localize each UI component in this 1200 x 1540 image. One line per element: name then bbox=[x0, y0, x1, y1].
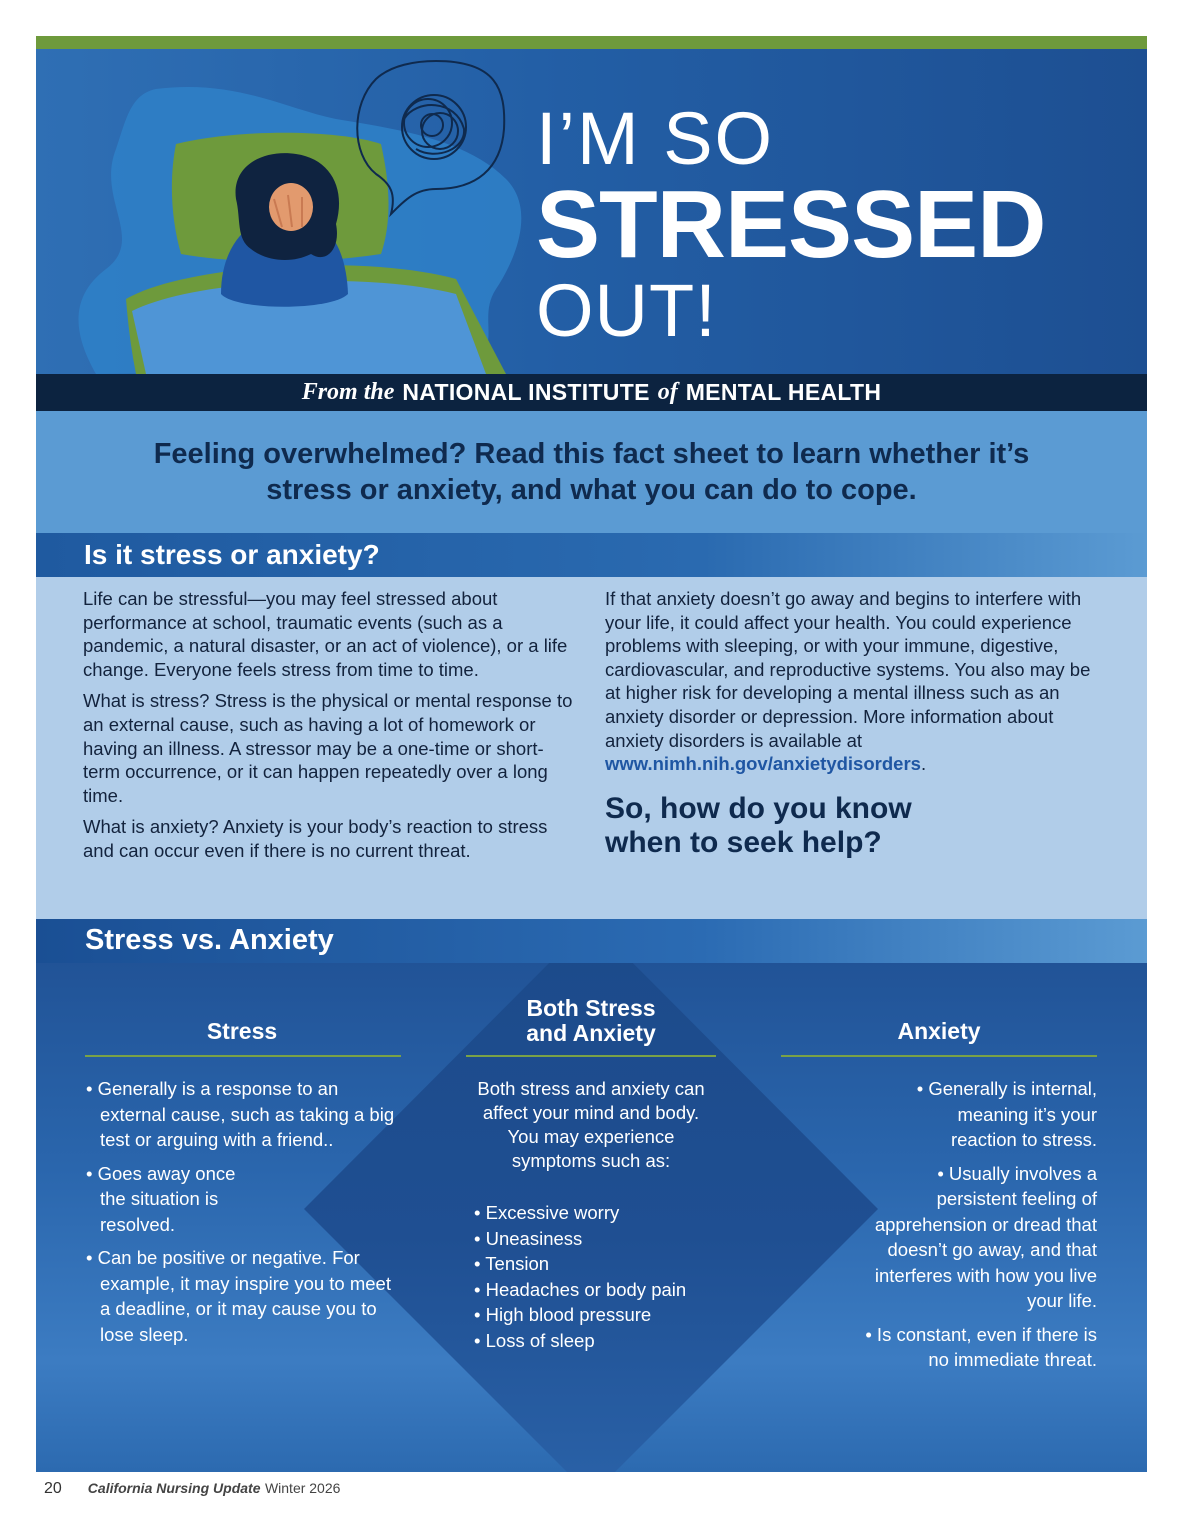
list-item: • Usually involves a persistent feeling of apprehension or dread that doesn’t go away, and that interferes with how you live your life. bbox=[874, 1162, 1097, 1311]
list-item: • Generally is a response to an external cause, such as taking a big test or arguing with a friend.. bbox=[86, 1078, 395, 1150]
source-part-1: NATIONAL INSTITUTE bbox=[402, 379, 650, 405]
list-item: • Headaches or body pain bbox=[474, 1278, 687, 1300]
source-bar bbox=[36, 374, 1147, 411]
list-item: • Excessive worry bbox=[474, 1202, 620, 1223]
seek-line-1: So, how do you know bbox=[605, 791, 912, 825]
page-footer bbox=[44, 1480, 340, 1498]
anxiety-divider bbox=[781, 1055, 1097, 1057]
source-prefix: From the bbox=[301, 379, 395, 405]
section-body-stress-or-anxiety bbox=[36, 577, 1147, 919]
hero-banner bbox=[36, 49, 1147, 374]
hero-title bbox=[536, 97, 1046, 352]
both-title-line-1: Both Stress bbox=[526, 995, 656, 1021]
publication-info bbox=[88, 1480, 341, 1498]
left-column bbox=[83, 587, 573, 871]
list-item: • Generally is internal, meaning it’s your reaction to stress. bbox=[916, 1078, 1097, 1150]
stressed-person-illustration bbox=[36, 49, 556, 374]
both-intro: Both stress and anxiety can affect your mind and body. You may experience symptoms such as: bbox=[477, 1078, 705, 1171]
section-heading: Is it stress or anxiety? bbox=[84, 539, 380, 570]
list-item: • Is constant, even if there is no immediate threat. bbox=[865, 1323, 1097, 1370]
section-heading: Stress vs. Anxiety bbox=[85, 924, 334, 956]
link-suffix: . bbox=[920, 753, 927, 775]
both-divider bbox=[466, 1055, 716, 1057]
stress-vs-anxiety-section bbox=[36, 919, 1147, 1472]
list-item: • Can be positive or negative. For example, it may inspire you to meet a deadline, or it may cause you to lose sleep. bbox=[86, 1247, 391, 1345]
seek-line-2: when to seek help? bbox=[605, 825, 882, 859]
stress-column-title: Stress bbox=[206, 1018, 278, 1044]
stress-list bbox=[86, 1076, 396, 1355]
section-header-stress-vs-anxiety bbox=[36, 919, 1147, 963]
section-header-stress-or-anxiety bbox=[36, 533, 1147, 577]
intro-text: Feeling overwhelmed? Read this fact sheet to learn whether it’s stress or anxiety, and what you can do to cope. bbox=[153, 438, 1030, 506]
symptoms-list bbox=[474, 1200, 734, 1353]
title-line-2: STRESSED bbox=[536, 171, 1046, 278]
intro-banner bbox=[36, 411, 1147, 533]
anxiety-column-title: Anxiety bbox=[897, 1018, 981, 1044]
source-part-2: MENTAL HEALTH bbox=[685, 379, 882, 405]
list-item: • Loss of sleep bbox=[474, 1329, 595, 1351]
paragraph-text: If that anxiety doesn’t go away and begins to interfere with your life, it could affect your health. You could experience problems with sleeping, or with your immune, digestive, cardiovascular, and reproductive systems. You also may be at higher risk for developing a mental illness such as an anxiety disorder or depression. More information about anxiety disorders is available at bbox=[605, 588, 1091, 751]
both-title-line-2: and Anxiety bbox=[526, 1020, 656, 1046]
source-of: of bbox=[657, 379, 678, 405]
both-column-title bbox=[466, 996, 716, 1046]
list-item: • Uneasiness bbox=[474, 1227, 583, 1249]
anxiety-list bbox=[861, 1076, 1097, 1381]
anxiety-disorders-link[interactable]: www.nimh.nih.gov/anxietydisorders bbox=[605, 753, 921, 775]
list-item: • Goes away once the situation is resolved. bbox=[86, 1162, 236, 1235]
paragraph: Life can be stressful—you may feel stressed about performance at school, traumatic events (such as a pandemic, a natural disaster, or an act of violence), or a life change. Everyone feels stress from time to time. bbox=[83, 588, 568, 680]
paragraph: What is stress? Stress is the physical or mental response to an external cause, such as having a lot of homework or having an illness. A stressor may be a one-time or short-term occurrence, or it can happen repeatedly over a long time. bbox=[83, 690, 573, 806]
list-item: • High blood pressure bbox=[474, 1304, 652, 1325]
top-accent-strip bbox=[36, 36, 1147, 49]
right-column bbox=[605, 587, 1105, 860]
page-number: 20 bbox=[44, 1480, 62, 1497]
publication-name: California Nursing Update bbox=[87, 1480, 261, 1496]
publication-season: Winter 2026 bbox=[264, 1480, 341, 1496]
stress-divider bbox=[85, 1055, 401, 1057]
seek-help-heading bbox=[605, 792, 1105, 860]
title-line-1: I’M SO bbox=[536, 97, 775, 180]
paragraph: What is anxiety? Anxiety is your body’s reaction to stress and can occur even if there is no current threat. bbox=[83, 816, 548, 861]
title-line-3: OUT! bbox=[536, 269, 717, 352]
paragraph bbox=[605, 587, 1105, 776]
list-item: • Tension bbox=[474, 1253, 550, 1274]
